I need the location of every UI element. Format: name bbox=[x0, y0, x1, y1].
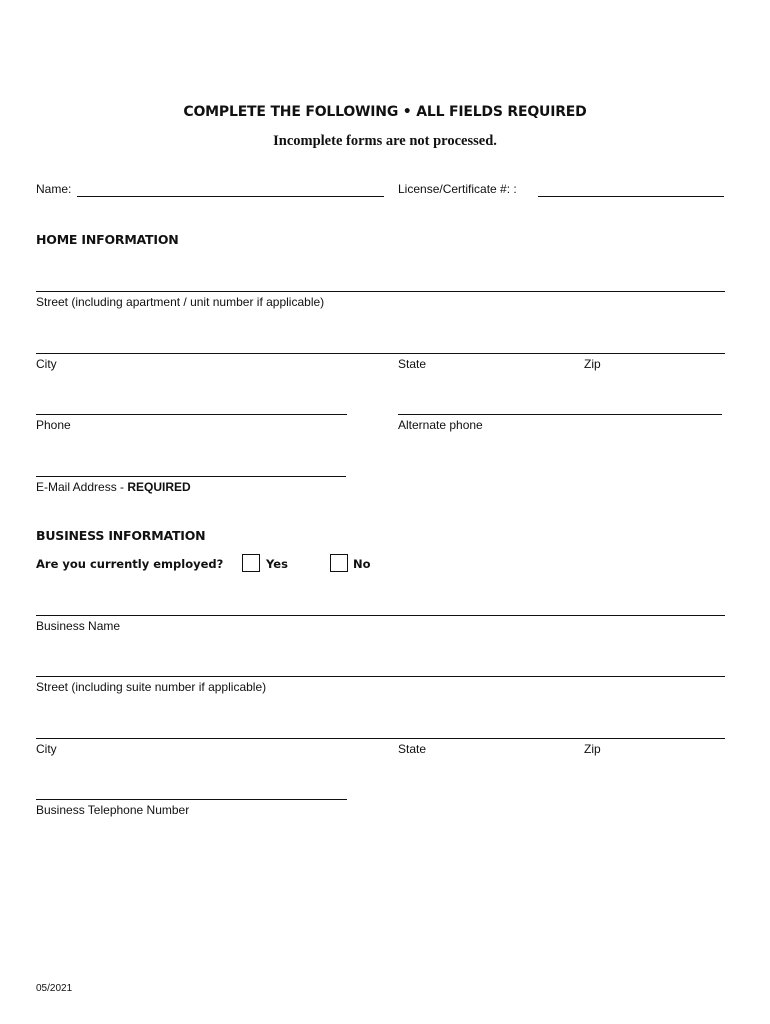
business-information-heading: BUSINESS INFORMATION bbox=[36, 528, 206, 543]
email-field[interactable] bbox=[36, 476, 346, 477]
home-information-heading: HOME INFORMATION bbox=[36, 232, 179, 247]
name-label: Name: bbox=[36, 182, 72, 196]
home-alternate-phone-label: Alternate phone bbox=[398, 418, 483, 432]
business-telephone-field[interactable] bbox=[36, 799, 347, 800]
employed-no-label: No bbox=[353, 557, 371, 571]
home-phone-field[interactable] bbox=[36, 414, 347, 415]
form-subtitle: Incomplete forms are not processed. bbox=[273, 133, 497, 149]
business-telephone-label: Business Telephone Number bbox=[36, 803, 190, 817]
employed-yes-label: Yes bbox=[266, 557, 288, 571]
home-zip-label: Zip bbox=[584, 357, 601, 371]
revision-date: 05/2021 bbox=[36, 983, 73, 994]
business-city-label: City bbox=[36, 742, 57, 756]
email-label-text: E-Mail Address - bbox=[36, 480, 128, 494]
home-phone-label: Phone bbox=[36, 418, 71, 432]
home-street-field[interactable] bbox=[36, 291, 725, 292]
employed-question: Are you currently employed? bbox=[36, 557, 224, 571]
form-title: COMPLETE THE FOLLOWING • ALL FIELDS REQUIRED bbox=[183, 104, 587, 120]
home-city-label: City bbox=[36, 357, 57, 371]
home-state-label: State bbox=[398, 357, 427, 371]
license-label: License/Certificate #: : bbox=[398, 182, 517, 196]
home-street-label: Street (including apartment / unit number if applicable) bbox=[36, 295, 325, 309]
business-name-field[interactable] bbox=[36, 615, 725, 616]
business-name-label: Business Name bbox=[36, 619, 121, 633]
employed-no-checkbox[interactable] bbox=[330, 554, 348, 572]
business-zip-label: Zip bbox=[584, 742, 601, 756]
business-street-label: Street (including suite number if applicable) bbox=[36, 680, 267, 694]
email-required-text: REQUIRED bbox=[127, 480, 191, 494]
home-alternate-phone-field[interactable] bbox=[398, 414, 722, 415]
home-city-state-zip-field[interactable] bbox=[36, 353, 725, 354]
email-label bbox=[36, 480, 191, 494]
business-city-state-zip-field[interactable] bbox=[36, 738, 725, 739]
license-field[interactable] bbox=[538, 196, 724, 197]
name-field[interactable] bbox=[77, 196, 384, 197]
business-street-field[interactable] bbox=[36, 676, 725, 677]
business-state-label: State bbox=[398, 742, 427, 756]
employed-yes-checkbox[interactable] bbox=[242, 554, 260, 572]
